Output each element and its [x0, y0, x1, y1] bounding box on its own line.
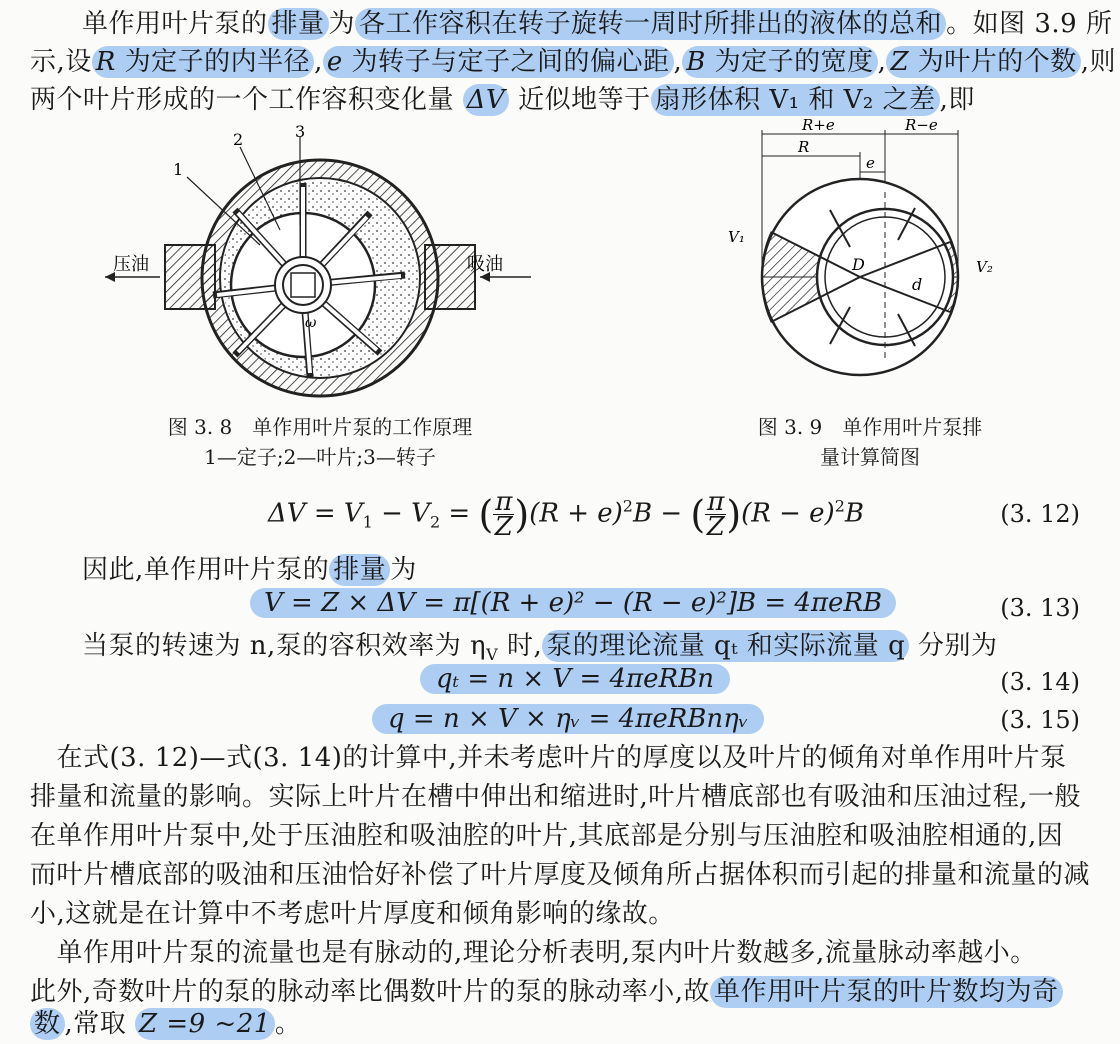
highlight-deltaV: ΔV — [463, 84, 510, 116]
para2-line1: 在式(3. 12)—式(3. 14)的计算中,并未考虑叶片的厚度以及叶片的倾角对单作用叶片泵 — [30, 743, 1067, 773]
para3-line3: 数 ,常取 Z =9 ~21 。 — [30, 1006, 1090, 1042]
highlight-odd-vanes-end: 数 — [30, 1008, 65, 1040]
figure-3-8-caption: 图 3. 8 单作用叶片泵的工作原理 1—定子;2—叶片;3—转子 — [167, 415, 473, 469]
para2-line4: 而叶片槽底部的吸油和压油恰好补偿了叶片厚度及倾角所占据体积而引起的排量和流量的减 — [30, 860, 1091, 890]
highlight-R: R 为定子的内半径 — [92, 46, 314, 78]
dim-R: R — [798, 138, 810, 156]
figure-3-9-calculation-diagram — [700, 112, 1020, 412]
highlight-displacement: 排量 — [268, 8, 329, 40]
pressure-oil-label: 压油 — [113, 254, 149, 275]
figure-3-9-caption: 图 3. 9 单作用叶片泵排 量计算简图 — [757, 415, 983, 469]
highlight-flow-rates: 泵的理论流量 qₜ 和实际流量 q — [542, 630, 909, 662]
eq313-intro: 因此,单作用叶片泵的 排量 为 — [82, 555, 417, 585]
equation-3-12-number: (3. 12) — [1000, 500, 1080, 528]
equation-3-15-number: (3. 15) — [1000, 706, 1080, 734]
suction-oil-label: 吸油 — [467, 254, 503, 275]
para2-line5: 小,这就是在计算中不考虑叶片厚度和倾角影响的缘故。 — [30, 899, 675, 929]
dim-R-plus-e: R+e — [802, 116, 835, 134]
label-2: 2 — [233, 130, 244, 149]
equation-3-12: $\Delta V = V_1 - V_2$ = ( $\frac{\pi}{Z}$ )$(R + e)^2B$ − ( $\frac{\pi}{Z}$ )$(R - e)^2B$ — [268, 487, 865, 542]
para3-line1: 单作用叶片泵的流量也是有脉动的,理论分析表明,泵内叶片数越多,流量脉动率越小。 — [30, 938, 1037, 968]
highlight-e: e 为转子与定子之间的偏心距 — [323, 46, 674, 78]
eq314-intro: 当泵的转速为 n,泵的容积效率为 $\eta_V$ 时, 泵的理论流量 qₜ 和实际流量 q 分别为 — [82, 631, 998, 664]
dim-e: e — [866, 154, 875, 172]
para2-line2: 排量和流量的影响。实际上叶片在槽中伸出和缩进时,叶片槽底部也有吸油和压油过程,一般 — [30, 782, 1082, 812]
para1-line1: 单作用叶片泵的 排量 为 各工作容积在转子旋转一周时所排出的液体的总和 。如图 3.9 所 — [82, 9, 1113, 39]
label-D: D — [852, 255, 865, 274]
para2-line3: 在单作用叶片泵中,处于压油腔和吸油腔的叶片,其底部是分别与压油腔和吸油腔相通的,因 — [30, 821, 1064, 851]
highlight-v1-v2: 扇形体积 V₁ 和 V₂ 之差 — [651, 84, 940, 116]
equation-3-14: qₜ = n × V = 4πeRBn — [420, 664, 730, 694]
label-3: 3 — [295, 125, 306, 141]
label-d: d — [912, 275, 923, 294]
para1-line2: 示,设 R 为定子的内半径 , e 为转子与定子之间的偏心距 , B 为定子的宽度 , Z 为叶片的个数 ,则 — [30, 47, 1117, 77]
label-1: 1 — [173, 160, 184, 179]
label-V1: V₁ — [728, 228, 745, 246]
figure-3-8-vane-pump — [95, 125, 535, 405]
equation-3-13: V = Z × ΔV = π[(R + e)² − (R − e)²]B = 4πeRB — [250, 588, 896, 618]
equation-3-15: q = n × V × ηᵥ = 4πeRBnηᵥ — [372, 704, 764, 734]
dim-R-minus-e: R−e — [905, 116, 938, 134]
highlight-definition: 各工作容积在转子旋转一周时所排出的液体的总和 — [355, 8, 946, 40]
highlight-B: B 为定子的宽度 — [682, 46, 877, 78]
equation-3-13-number: (3. 13) — [1000, 594, 1080, 622]
para3-line2: 此外,奇数叶片的泵的脉动率比偶数叶片的泵的脉动率小,故 单作用叶片泵的叶片数均为奇 — [30, 974, 1090, 1010]
label-V2: V₂ — [976, 258, 993, 276]
highlight-displacement-2: 排量 — [329, 554, 390, 586]
omega-label: ω — [305, 315, 317, 331]
highlight-Z-range: Z =9 ~21 — [135, 1008, 275, 1040]
highlight-odd-vanes: 单作用叶片泵的叶片数均为奇 — [710, 976, 1063, 1008]
equation-3-14-number: (3. 14) — [1000, 668, 1080, 696]
highlight-Z: Z 为叶片的个数 — [886, 46, 1080, 78]
para1-line3: 两个叶片形成的一个工作容积变化量 ΔV 近似地等于 扇形体积 V₁ 和 V₂ 之差 ,即 — [30, 85, 975, 115]
